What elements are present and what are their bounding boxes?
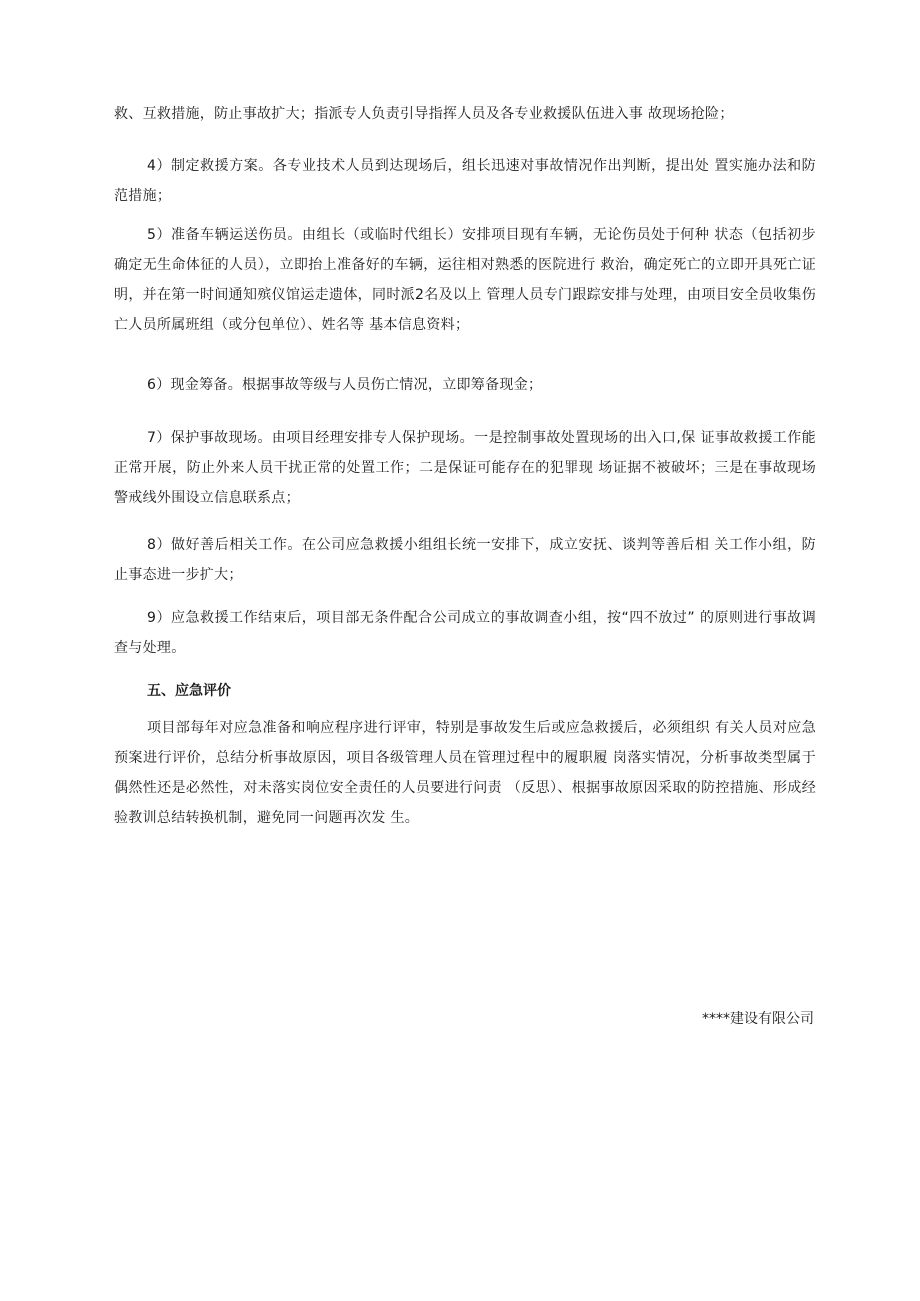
paragraph-item-5: 5）准备车辆运送伤员。由组长（或临时代组长）安排项目现有车辆，无论伤员处于何种 状态（包括初步确定无生命体征的人员），立即抬上准备好的车辆，运往相对熟悉的医院进行 救治，确定死亡的立即开具死亡证明，并在第一时间通知殡仪馆运走遗体，同时派2名及以上 管理人员专门跟踪安排与处理，由项目安全员收集伤亡人员所属班组（或分包单位）、姓名等 基本信息资料； bbox=[114, 227, 816, 333]
paragraph-item-9: 9）应急救援工作结束后，项目部无条件配合公司成立的事故调查小组，按“四不放过” 的原则进行事故调查与处理。 bbox=[114, 610, 816, 656]
section-body: 项目部每年对应急准备和响应程序进行评审，特别是事故发生后或应急救援后，必须组织 有关人员对应急预案进行评价，总结分析事故原因，项目各级管理人员在管理过程中的履职履 岗落实情况，分析事故类型属于偶然性还是必然性，对未落实岗位安全责任的人员要进行问责 （反思）、根据事故原因采取的防控措施、形成经验教训总结转换机制，避免同一问题再次发 生。 bbox=[114, 720, 816, 826]
paragraph-item-6: 6）现金筹备。根据事故等级与人员伤亡情况，立即筹备现金； bbox=[147, 377, 543, 393]
paragraph-item-4: 4）制定救援方案。各专业技术人员到达现场后，组长迅速对事故情况作出判断，提出处 置实施办法和防范措施； bbox=[114, 158, 816, 204]
paragraph-continuation: 救、互救措施，防止事故扩大；指派专人负责引导指挥人员及各专业救援队伍进入事 故现场抢险； bbox=[114, 106, 734, 122]
paragraph-item-8: 8）做好善后相关工作。在公司应急救援小组组长统一安排下，成立安抚、谈判等善后相 关工作小组，防止事态进一步扩大； bbox=[114, 537, 816, 583]
section-heading: 五、应急评价 bbox=[147, 683, 231, 699]
company-signature: ****建设有限公司 bbox=[702, 1011, 814, 1027]
paragraph-item-7: 7）保护事故现场。由项目经理安排专人保护现场。一是控制事故处置现场的出入口,保 证事故救援工作能正常开展，防止外来人员干扰正常的处置工作；二是保证可能存在的犯罪现 场证据不被破坏；三是在事故现场警戒线外围设立信息联系点； bbox=[114, 430, 816, 506]
